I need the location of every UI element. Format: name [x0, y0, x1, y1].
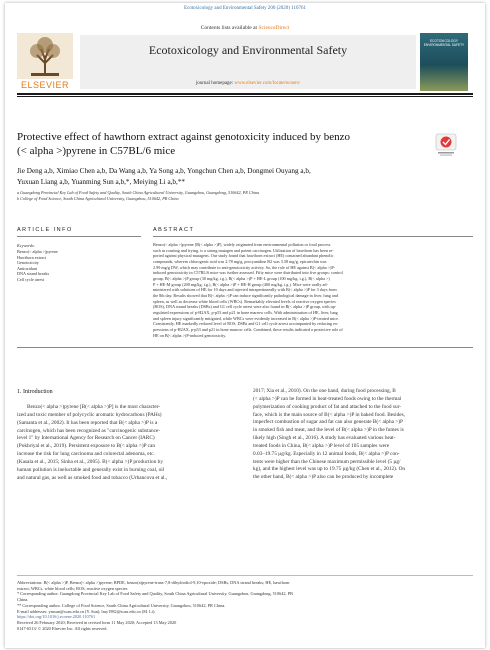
keyword-item: Cell cycle arrest	[17, 276, 45, 282]
body-line: kg), and the highest level was up to 19.75 µg/kg (Chen et al., 2012). On	[253, 466, 406, 473]
keyword-item: Hawthorn extract	[17, 254, 47, 260]
intro-right-column	[253, 388, 473, 482]
body-line: (Samanta et al., 2002). It has been reported that B(< alpha >)P is a	[17, 419, 158, 426]
keyword-item: DNA strand breaks	[17, 271, 50, 276]
contents-line	[5, 25, 485, 31]
abstract-line: 2.99 mg/g DW, which may contribute to anti-genotoxicity activity. So, the role of HE against B(< alpha >)P-	[153, 264, 336, 270]
abstract-bottom-rule	[17, 347, 473, 348]
body-line: the other hand, B(< alpha >)P also can be produced by incomplete	[253, 474, 394, 481]
abstract-line: Consistently, HE markedly reduced level of ROS, DSBs and G1 cell cycle arrest accompanied by reducing ex-	[153, 321, 339, 327]
abstract-line: such as roasting and frying, is a strong mutagen and potent carcinogen. Utilization of hawthorn has been re-	[153, 247, 334, 253]
abstract-line: Benzo(< alpha >)pyrene [B(< alpha >)P], widely originated from environmental pollution or food process	[153, 242, 331, 247]
sciencedirect-link[interactable]: ScienceDirect	[258, 25, 290, 31]
body-line: human pollution is ineluctable and generally exist in burning coal, oil	[17, 466, 165, 473]
abstract-line: (ROS), DNA strand breaks (DSBs) and G1 cell cycle arrest were also found in B(< alpha >)P group, with up-	[153, 304, 337, 310]
footnote-line: extract; WBCs, white blood cells; ROS, reactive oxygen species	[17, 585, 128, 591]
keyword-item: Benzo(< alpha >)pyrene	[17, 249, 58, 254]
abstract-line: group, B(< alpha >)P group (30 mg/kg, i.g.), B(< alpha >)P + HE-L group (100 mg/kg, i.g.), B(< alpha >)	[153, 275, 330, 281]
homepage-link[interactable]: www.elsevier.com/locate/ecoenv	[234, 81, 301, 86]
abstract-line: HE on B(< alpha >)P-induced genotoxicity.	[153, 332, 227, 338]
keyword-item: Genotoxicity	[17, 260, 39, 265]
paper-page	[5, 3, 485, 648]
article-title	[17, 130, 407, 158]
footnote-line: China.	[17, 597, 29, 603]
footnote-line: 0147-6513/ © 2020 Elsevier Inc. All rights reserved.	[17, 625, 108, 631]
homepage-prefix: journal homepage:	[195, 81, 235, 86]
body-line: 0.03–19.75 µg/kg. Especially in 12 animal foods, B(< alpha >)P con-	[253, 450, 400, 457]
authors-line-2[interactable]: Yuxuan Liang a,b, Yuanming Sun a,b,*, Meiying Li a,b,**	[17, 178, 186, 186]
journal-homepage	[80, 81, 416, 86]
affiliation-b: b College of Food Science, South China Agricultural University, Guangzhou, 510642, PR China	[17, 196, 179, 201]
footnote-line: Abbreviations: B(< alpha >)P, Benzo(< alpha >)pyrene; BPDE, benzo(a)pyrene-trans-7,8-dihydrodiol-9,10-epoxide; DSBs, DNA strand breaks; HE, hawthorn	[17, 580, 290, 585]
abstract-line: P + HE-M group (200 mg/kg, i.g.), B(< alpha >)P + HE-H group (400 mg/kg, i.g.). Mice were orally ad-	[153, 281, 328, 287]
abstract-line: the 8th day. Results showed that B(< alpha >)P can induce significantly pathological damage in liver, lung and	[153, 292, 338, 298]
title-line-2: (< alpha >)pyrene in C57BL/6 mice	[17, 145, 176, 157]
doi-link[interactable]: https://doi.org/10.1016/j.ecoenv.2020.110761	[17, 614, 96, 620]
header-rule	[17, 93, 473, 95]
header-rule-thin	[17, 96, 473, 97]
body-line: treated foods in China, B(< alpha >)P level of 105 samples were	[253, 442, 390, 449]
check-for-updates-icon[interactable]	[435, 133, 457, 157]
body-line: (< alpha >)P can be formed in heat-treated foods owing to the thermal	[253, 395, 402, 402]
body-line: Benzo(< alpha >)pyrene [B(< alpha >)P] is the most character-	[27, 404, 161, 410]
abstract-line: compounds, wherein chlorogenic acid was 2.78 mg/g, procyanidine B2 was 3.58 mg/g, epicatechin was	[153, 258, 327, 264]
keyword-item: Antioxidant	[17, 265, 38, 271]
abstract-line: pressions of p-H2AX, p-p53 and p21 in bone marrow cells. Combined, these results indicated a protective role of	[153, 326, 343, 332]
body-line: imperfect combustion of sugar and fat can also generate B(< alpha >)P	[253, 419, 403, 426]
footnote-line: E-mail addresses: ymsun@scau.edu.cn (Y. Sun), lmy1982@scau.edu.cn (M. Li).	[17, 608, 156, 614]
elsevier-wordmark: ELSEVIER	[20, 80, 70, 90]
footnote-rule	[17, 575, 473, 576]
abstract-body	[153, 242, 473, 338]
authors-line-1[interactable]: Jie Deng a,b, Ximiao Chen a,b, Da Wang a,b, Ya Song a,b, Yongchun Chen a,b, Dongmei Ouyang a,b,	[17, 167, 311, 175]
footnotes	[17, 580, 473, 631]
body-line: in smoked fish and meat, and the level of B(< alpha >)P in the fumes is	[253, 427, 404, 434]
body-line: level 1" by International Agency for Research on Cancer (IARC)	[17, 435, 155, 442]
title-line-1: Protective effect of hawthorn extract against genotoxicity induced by benzo	[17, 131, 351, 143]
article-info-rule	[17, 236, 141, 237]
abstract-line: spleen, as well as decrease white blood cells (WBCs). Remarkably elevated levels of reactive oxygen species	[153, 298, 336, 304]
abstract-line: induced genotoxicity in C57BL/6 mice was further assessed. Fifty mice were distributed into five groups: control	[153, 270, 343, 276]
body-line: increase the risk for lung carcinoma and colorectal adenoma, etc.	[17, 451, 155, 458]
abstract-line: ported against physical mutagens. Our study found that hawthorn extract (HE) contained abundant phenolic	[153, 253, 334, 259]
body-line: 2017; Xia et al., 2010). On the one hand, during food processing, B	[253, 388, 396, 394]
body-line: and natural gas, as well as smoked food and tobacco (Urbancova et al.,	[17, 474, 168, 481]
cover-title: ECOTOXICOLOGY ENVIRONMENTAL SAFETY	[423, 39, 465, 47]
abstract-line: ministered with solutions of HE for 10 days and injected intraperitoneally with B(< alpha >)P for 3 days from	[153, 287, 337, 293]
keywords-title: Keywords:	[17, 243, 35, 248]
journal-citation[interactable]: Ecotoxicology and Environmental Safety 200 (2020) 110761	[183, 6, 306, 11]
affiliation-a: a Guangdong Provincial Key Lab of Food Safety and Quality, South China Agricultural University, Guangzhou, Guangdong, 510642, PR China	[17, 190, 260, 195]
abstract-line: and spleen injury significantly mitigated, while WBCs were evidently increased in B(< alpha >)P-treated mice.	[153, 315, 340, 321]
body-line: polymerization of cooking product of fat and attached to the food sur-	[253, 403, 402, 410]
journal-title[interactable]: Ecotoxicology and Environmental Safety	[148, 43, 348, 57]
body-line: face, which is the main source of B(< alpha >)P in baked food. Besides,	[253, 411, 405, 418]
body-line: (Kasala et al., 2015; Sinha et al., 2005). B(< alpha >)P production by	[17, 458, 163, 465]
body-line: tents were higher than the Chinese maximum permissible level (5 µg/	[253, 458, 401, 465]
abstract-line: regulated expressions of p-H2AX, p-p53 and p21 in bone marrow cells. With administration of HE, liver, lung	[153, 309, 338, 315]
body-line: (Pokhriyal et al., 2019). Persistent exposure to B(< alpha >)P can	[17, 443, 156, 450]
footnote-line: Received 26 February 2020; Received in revised form 11 May 2020; Accepted 13 May 2020	[17, 619, 177, 625]
footnote-line: * Corresponding author. Guangdong Provincial Key Lab of Food Safety and Quality, South China Agricultural University, Guangzhou, Guangdong, 510642, PR	[17, 591, 293, 597]
author-list	[17, 166, 457, 188]
introduction-heading: 1. Introduction	[17, 389, 53, 395]
body-line: carcinogen, which has been recognized as "carcinogenic substance-	[17, 427, 161, 434]
body-line: likely high (Singh et al., 2016). A study has evaluated various heat-	[253, 435, 396, 442]
body-line: ized and toxic member of polycyclic aromatic hydrocarbons (PAHs)	[17, 411, 162, 418]
abstract-rule	[153, 236, 473, 237]
abstract-heading: ABSTRACT	[153, 227, 195, 233]
article-info-heading: ARTICLE INFO	[17, 227, 73, 233]
intro-left-column	[17, 404, 237, 482]
contents-prefix: Contents lists available at	[200, 25, 259, 31]
footnote-line: ** Corresponding author. College of Food Science, South China Agricultural University, Guangzhou, 510642, PR China.	[17, 602, 226, 608]
